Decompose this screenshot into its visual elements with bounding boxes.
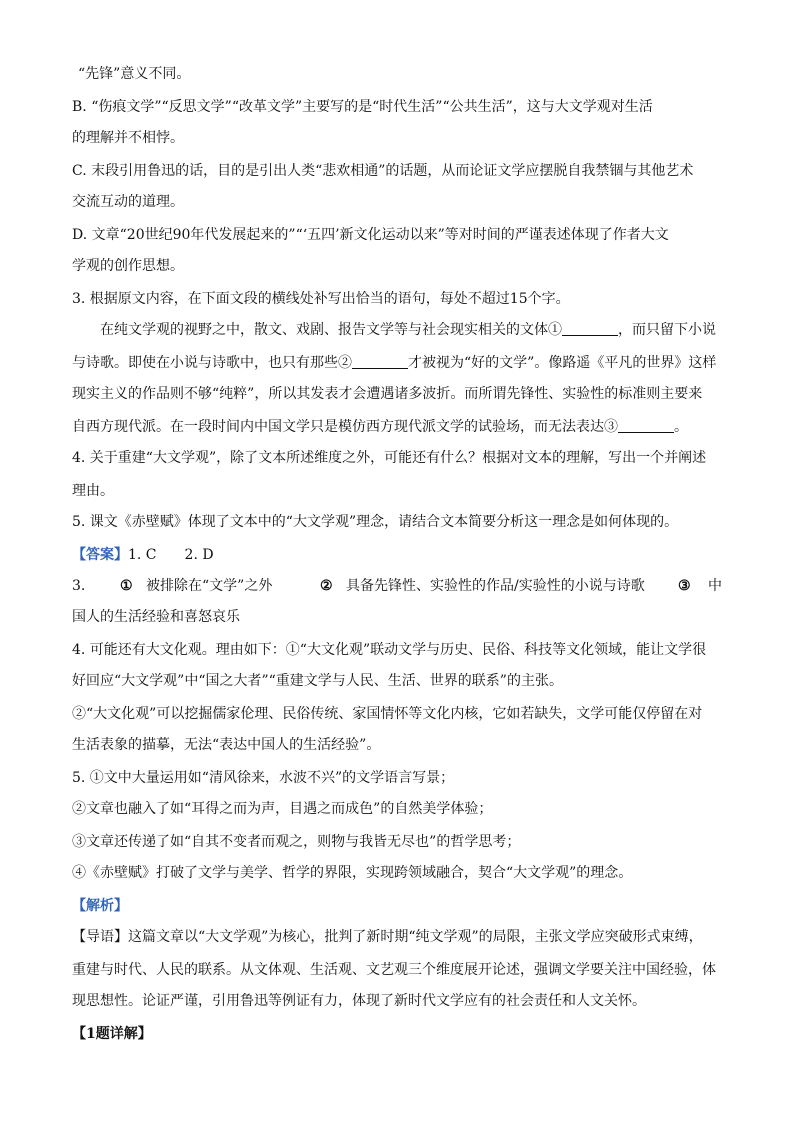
option-a-tail: “先锋”意义不同。 xyxy=(78,66,191,82)
option-b-line-2: 的理解并不相悖。 xyxy=(72,130,184,146)
guide-label: 【导语】 xyxy=(72,929,128,945)
passage-text: 。 xyxy=(674,419,688,435)
circle-3: ③ xyxy=(678,578,691,594)
fill-blank-3[interactable] xyxy=(618,418,674,433)
answer-4-line-1: 4. 可能还有大文化观。理由如下：①“大文化观”联动文学与历史、民俗、科技等文化领域，能让文学很 xyxy=(72,642,707,658)
answer-5-line-4: ④《赤壁赋》打破了文学与美学、哲学的界限，实现跨领域融合，契合“大文学观”的理念。 xyxy=(72,865,633,881)
option-c-line-1: C. 末段引用鲁迅的话，目的是引出人类“悲欢相通”的话题，从而论证文学应摆脱自我禁锢与其他艺术 xyxy=(72,163,694,179)
answer-3-item-3-start: 中 xyxy=(708,578,722,594)
answer-5-line-1: 5. ①文中大量运用如“清风徐来，水波不兴”的文学语言写景； xyxy=(72,770,455,786)
answer-5-line-3: ③文章还传递了如“自其不变者而观之，则物与我皆无尽也”的哲学思考； xyxy=(72,834,521,850)
passage-text: 自西方现代派。在一段时间内中国文学只是模仿西方现代派文学的试验场，而无法表达③ xyxy=(72,419,618,435)
passage-text: 与诗歌。即使在小说与诗歌中，也只有那些② xyxy=(72,355,352,371)
answer-4-line-4: 生活表象的描摹，无法“表达中国人的生活经验”。 xyxy=(72,737,381,753)
answer-4-line-2: 好回应“大文学观”中“国之大者”“重建文学与人民、生活、世界的联系”的主张。 xyxy=(72,673,563,689)
answer-3-item-2: 具备先锋性、实验性的作品/实验性的小说与诗歌 xyxy=(346,578,645,594)
question-3: 3. 根据原文内容，在下面文段的横线处补写出恰当的语句，每处不超过15个字。 xyxy=(72,291,570,307)
answer-label: 【答案】 xyxy=(72,547,128,563)
fill-blank-1[interactable] xyxy=(562,321,618,336)
guide-line-3: 现思想性。论证严谨，引用鲁迅等例证有力，体现了新时代文学应有的社会责任和人文关怀。 xyxy=(72,993,646,1009)
answer-3-number: 3. xyxy=(72,578,86,594)
passage-text: 在纯文学观的视野之中，散文、戏剧、报告文学等与社会现实相关的文体① xyxy=(100,322,562,338)
detail-1-heading: 【1题详解】 xyxy=(72,1026,152,1042)
passage-line-3: 现实主义的作品则不够“纯粹”，所以其发表才会遭遇诸多波折。而所谓先锋性、实验性的标准则主要来 xyxy=(72,386,703,402)
option-d-line-2: 学观的创作思想。 xyxy=(72,258,184,274)
analysis-label: 【解析】 xyxy=(72,898,128,914)
fill-blank-2[interactable] xyxy=(352,354,408,369)
passage-text: 才被视为“好的文学”。像路遥《平凡的世界》这样 xyxy=(408,355,717,371)
answer-3-item-1: 被排除在“文学”之外 xyxy=(146,578,273,594)
answer-4-line-3: ②“大文化观”可以挖掘儒家伦理、民俗传统、家国情怀等文化内核，它如若缺失，文学可能仅停留在对 xyxy=(72,706,703,722)
option-c-line-2: 交流互动的道理。 xyxy=(72,194,184,210)
option-d-line-1: D. 文章“20世纪90年代发展起来的”“‘五四’新文化运动以来”等对时间的严谨表述体现了作者大文 xyxy=(72,227,669,243)
answer-3-line-2: 国人的生活经验和喜怒哀乐 xyxy=(72,609,240,625)
question-4-line-1: 4. 关于重建“大文学观”，除了文本所述维度之外，可能还有什么？根据对文本的理解，写出一个并阐述 xyxy=(72,450,707,466)
question-5: 5. 课文《赤壁赋》体现了文本中的“大文学观”理念，请结合文本简要分析这一理念是如何体现的。 xyxy=(72,514,679,530)
answer-line xyxy=(72,545,214,565)
passage-text: ，而只留下小说 xyxy=(618,322,716,338)
answer-1: 1. C xyxy=(128,547,157,563)
guide-text: 这篇文章以“大文学观”为核心，批判了新时期“纯文学观”的局限，主张文学应突破形式束缚， xyxy=(128,929,703,945)
guide-line-2: 重建与时代、人民的联系。从文体观、生活观、文艺观三个维度展开论述，强调文学要关注中国经验，体 xyxy=(72,962,716,978)
passage-line-2 xyxy=(72,353,716,373)
answer-2: 2. D xyxy=(184,547,214,563)
passage-line-1 xyxy=(100,320,716,340)
question-4-line-2: 理由。 xyxy=(72,483,114,499)
passage-line-4 xyxy=(72,417,688,437)
guide-line-1 xyxy=(72,927,703,947)
answer-5-line-2: ②文章也融入了如“耳得之而为声，目遇之而成色”的自然美学体验； xyxy=(72,801,493,817)
circle-1: ① xyxy=(120,578,133,594)
option-b-line-1: B. “伤痕文学”“反思文学”“改革文学”主要写的是“时代生活”“公共生活”，这与大文学观对生活 xyxy=(72,99,653,115)
answer-3-line-1 xyxy=(72,576,722,596)
circle-2: ② xyxy=(320,578,333,594)
